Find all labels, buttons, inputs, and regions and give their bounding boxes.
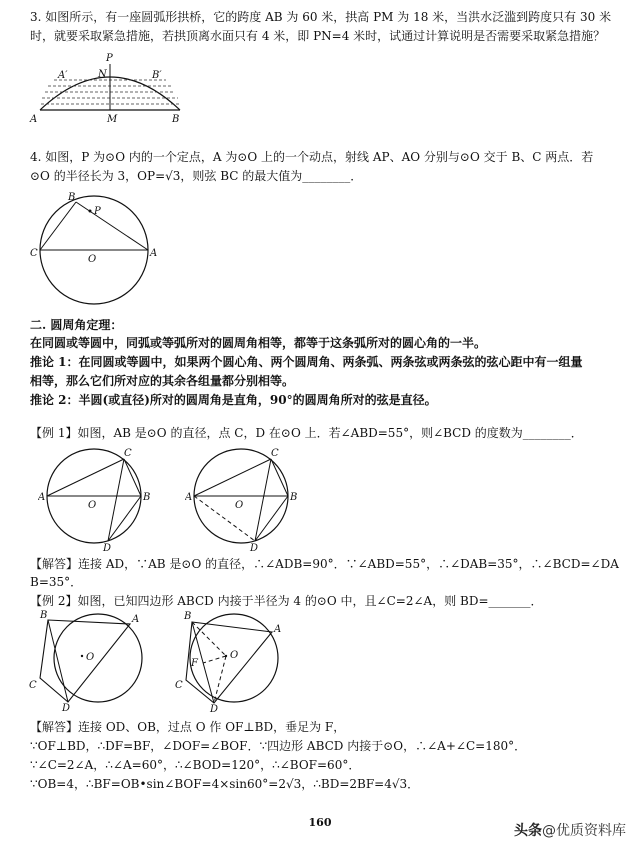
page-number: 160 bbox=[308, 816, 332, 829]
example-2-figure-right bbox=[174, 608, 304, 712]
label-O: O bbox=[88, 254, 97, 265]
theorem-text: 在同圆或等圆中，同弧或等弧所对的圆周角相等，都等于这条弧所对的圆心角的一半。 bbox=[30, 336, 487, 350]
bridge-arch-figure bbox=[28, 52, 188, 126]
label-D: D bbox=[210, 704, 219, 712]
label-O: O bbox=[230, 650, 239, 661]
example-2-text: 【例 2】如图，已知四边形 ABCD 内接于半径为 4 的⊙O 中，且∠C=2∠A，则 BD=_______． bbox=[30, 594, 543, 608]
watermark-text: @优质资料库 bbox=[542, 823, 626, 839]
label-O: O bbox=[88, 500, 97, 511]
label-A: A bbox=[274, 624, 282, 635]
label-C: C bbox=[271, 448, 279, 459]
watermark-logo: 头条 bbox=[514, 823, 542, 839]
example-2-answer-2: ∵OF⊥BD，∴DF=BF，∠DOF=∠BOF．∵四边形 ABCD 内接于⊙O，∴∠A+∠C=180°． bbox=[30, 739, 527, 753]
problem-4-line-2: ⊙O 的半径长为 3，OP=√3，则弦 BC 的最大值为________． bbox=[30, 169, 363, 183]
label-F: F bbox=[191, 658, 198, 669]
watermark bbox=[514, 820, 626, 840]
corollary-1-line-2: 相等，那么它们所对应的其余各组量都分别相等。 bbox=[30, 374, 295, 388]
label-C: C bbox=[30, 248, 38, 259]
circle-chord-figure bbox=[28, 188, 168, 308]
example-1-answer: 【解答】连接 AD，∵AB 是⊙O 的直径，∴∠ADB=90°．∵∠ABD=55°，∴∠DAB=35°，∴∠BCD=∠DAB=35°． bbox=[30, 557, 619, 589]
label-D: D bbox=[250, 543, 259, 552]
label-B: B bbox=[172, 114, 180, 125]
example-2-answer-1: 【解答】连接 OD、OB，过点 O 作 OF⊥BD，垂足为 F， bbox=[30, 720, 346, 734]
label-B: B bbox=[143, 492, 151, 503]
example-1-figure-right bbox=[185, 444, 310, 552]
corollary-1-line-1: 推论 1：在同圆或等圆中，如果两个圆心角、两个圆周角、两条弧、两条弦或两条弦的弦心距中有一组量 bbox=[30, 355, 583, 369]
label-A: A bbox=[185, 492, 193, 503]
example-2-answer-4: ∵OB=4，∴BF=OB•sin∠BOF=4×sin60°=2√3，∴BD=2BF=4√3． bbox=[30, 777, 420, 791]
label-A-prime: A′ bbox=[58, 70, 68, 81]
section-2-heading: 二. 圆周角定理： bbox=[30, 318, 123, 332]
problem-3-line-1: 3. 如图所示，有一座圆弧形拱桥，它的跨度 AB 为 60 米，拱高 PM 为 18 米，当洪水泛滥到跨度只有 30 米 bbox=[30, 10, 612, 24]
label-O: O bbox=[235, 500, 244, 511]
label-A: A bbox=[132, 614, 140, 625]
example-1-text: 【例 1】如图，AB 是⊙O 的直径，点 C，D 在⊙O 上．若∠ABD=55°，则∠BCD 的度数为________． bbox=[30, 426, 583, 440]
label-M: M bbox=[107, 114, 118, 125]
label-C: C bbox=[175, 680, 183, 691]
label-A: A bbox=[150, 248, 158, 259]
example-2-figure-left bbox=[26, 608, 156, 712]
label-B: B bbox=[290, 492, 298, 503]
label-N: N bbox=[98, 69, 107, 80]
example-1-figure-left bbox=[38, 444, 163, 552]
example-2-answer-3: ∵∠C=2∠A，∴∠A=60°，∴∠BOD=120°，∴∠BOF=60°． bbox=[30, 758, 361, 772]
label-B-prime: B′ bbox=[152, 70, 162, 81]
problem-3-line-2: 时，就要采取紧急措施，若拱顶离水面只有 4 米，即 PN=4 米时，试通过计算说明是否需要采取紧急措施？ bbox=[30, 29, 606, 43]
label-B: B bbox=[68, 192, 76, 203]
problem-4-line-1: 4. 如图，P 为⊙O 内的一个定点，A 为⊙O 上的一个动点，射线 AP、AO 分别与⊙O 交于 B、C 两点．若 bbox=[30, 150, 594, 164]
label-D: D bbox=[103, 543, 112, 552]
label-D: D bbox=[62, 703, 71, 712]
label-A: A bbox=[38, 492, 46, 503]
label-P: P bbox=[106, 53, 113, 64]
label-C: C bbox=[124, 448, 132, 459]
label-C: C bbox=[29, 680, 37, 691]
label-B: B bbox=[40, 610, 48, 621]
label-A: A bbox=[30, 114, 38, 125]
label-P: P bbox=[94, 206, 101, 217]
label-O: O bbox=[86, 652, 95, 663]
label-B: B bbox=[184, 611, 192, 622]
corollary-2: 推论 2：半圆(或直径)所对的圆周角是直角，90°的圆周角所对的弦是直径。 bbox=[30, 393, 437, 407]
